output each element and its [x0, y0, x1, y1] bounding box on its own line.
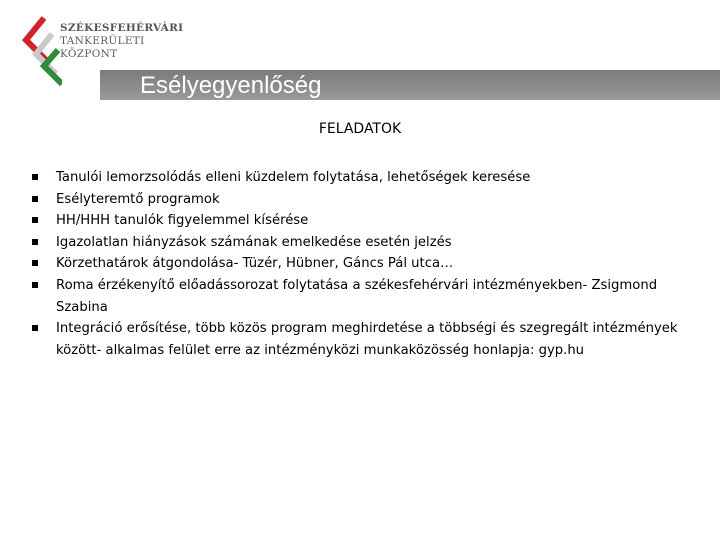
bullet-icon — [32, 174, 38, 180]
list-item — [26, 210, 686, 232]
list-item-text: Igazolatlan hiányzások számának emelkedése esetén jelzés — [56, 234, 452, 250]
logo-line-3: KÖZPONT — [60, 48, 118, 60]
list-item-text: Tanulói lemorzsolódás elleni küzdelem folytatása, lehetőségek keresése — [56, 170, 531, 185]
list-item — [26, 232, 686, 254]
section-heading: FELADATOK — [318, 121, 402, 137]
list-item — [26, 275, 686, 318]
list-item-text: Roma érzékenyítő előadássorozat folytatása a székesfehérvári intézményekben- Zsigmond Szabina — [56, 277, 658, 315]
list-item — [26, 167, 686, 189]
bullet-icon — [32, 325, 38, 331]
logo-chevron-icon — [22, 16, 62, 86]
list-item — [26, 189, 686, 211]
list-item-text: Integráció erősítése, több közös program meghirdetése a többségi és szegregált intézmények között- alkalmas felület erre az intézményközi munkaközösség honlapja: gyp.hu — [56, 321, 678, 358]
logo-line-2: TANKERÜLETI — [60, 35, 145, 47]
bullet-icon — [32, 217, 38, 223]
bullet-icon — [32, 282, 38, 288]
list-item-text: Esélyteremtő programok — [56, 191, 220, 207]
logo-line-1: SZÉKESFEHÉRVÁRI — [60, 22, 184, 34]
logo-text — [60, 22, 183, 61]
page-title: Esélyegyenlőség — [140, 72, 322, 99]
list-item-text: HH/HHH tanulók figyelemmel kísérése — [56, 213, 309, 229]
bullet-icon — [32, 239, 38, 245]
list-item — [26, 253, 686, 275]
bullet-icon — [32, 260, 38, 266]
bullet-icon — [32, 196, 38, 202]
list-item — [26, 318, 686, 361]
list-item-text: Körzethatárok átgondolása- Tüzér, Hübner, Gáncs Pál utca… — [56, 256, 454, 272]
task-list — [26, 167, 686, 361]
